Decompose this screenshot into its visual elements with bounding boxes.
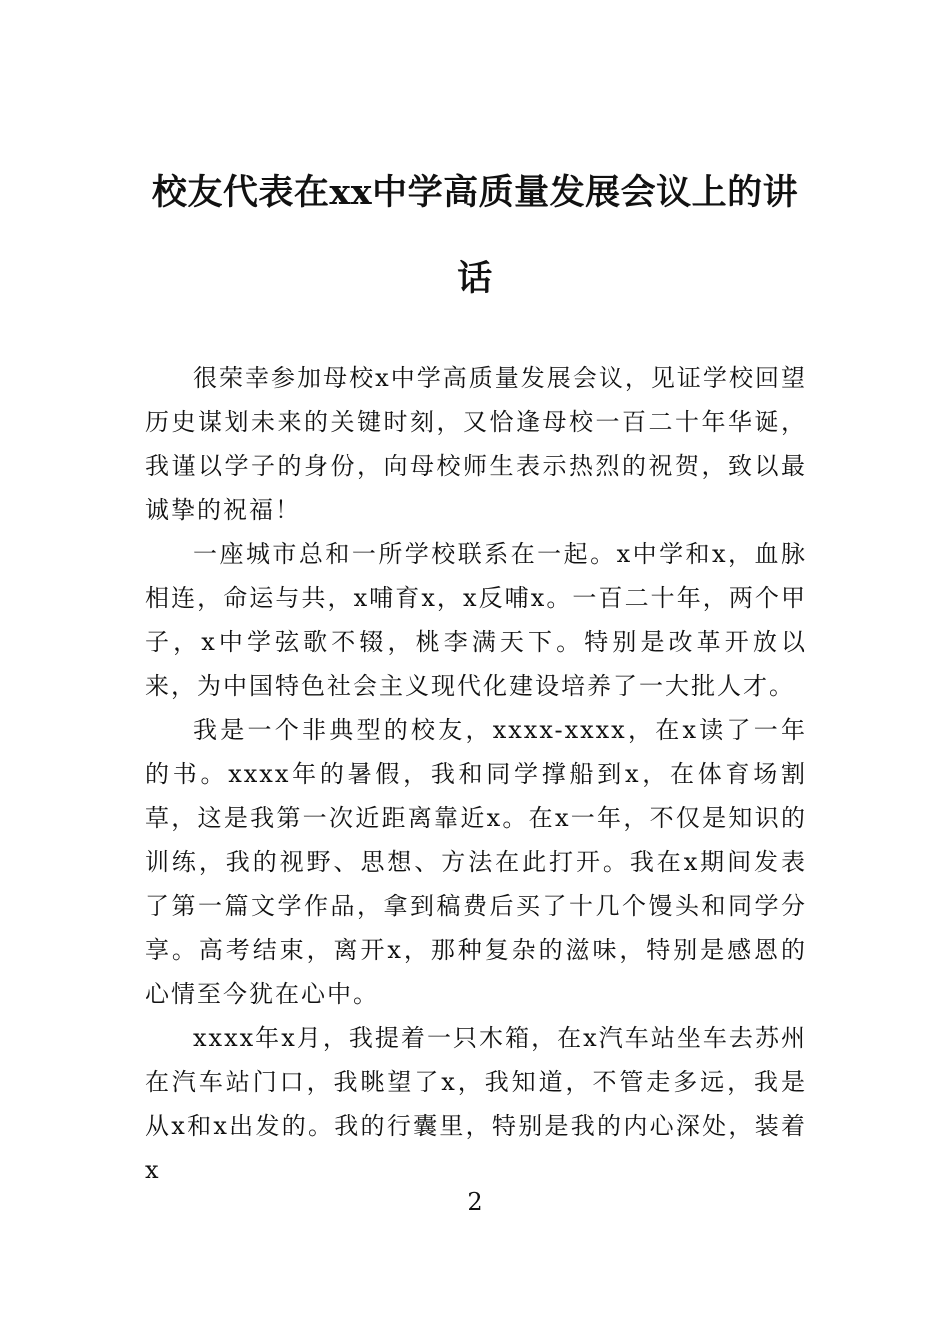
- document-body: [145, 356, 807, 1192]
- paragraph-2: 一座城市总和一所学校联系在一起。x中学和x，血脉相连，命运与共，x哺育x，x反哺x。一百二十年，两个甲子，x中学弦歌不辍，桃李满天下。特别是改革开放以来，为中国特色社会主义现代化建设培养了一大批人才。: [145, 540, 807, 700]
- document-title: 校友代表在xx中学高质量发展会议上的讲话: [151, 172, 799, 299]
- paragraph-4: xxxx年x月，我提着一只木箱，在x汽车站坐车去苏州在汽车站门口，我眺望了x，我知道，不管走多远，我是从x和x出发的。我的行囊里，特别是我的内心深处，装着x: [145, 1024, 807, 1184]
- page-number: 2: [467, 1188, 483, 1216]
- paragraph-1: 很荣幸参加母校x中学高质量发展会议，见证学校回望历史谋划未来的关键时刻，又恰逢母校一百二十年华诞，我谨以学子的身份，向母校师生表示热烈的祝贺，致以最诚挚的祝福！: [145, 364, 807, 524]
- paragraph-3: 我是一个非典型的校友，xxxx-xxxx，在x读了一年的书。xxxx年的暑假，我和同学撑船到x，在体育场割草，这是我第一次近距离靠近x。在x一年，不仅是知识的训练，我的视野、思想、方法在此打开。我在x期间发表了第一篇文学作品，拿到稿费后买了十几个馒头和同学分享。高考结束，离开x，那种复杂的滋味，特别是感恩的心情至今犹在心中。: [145, 716, 807, 1008]
